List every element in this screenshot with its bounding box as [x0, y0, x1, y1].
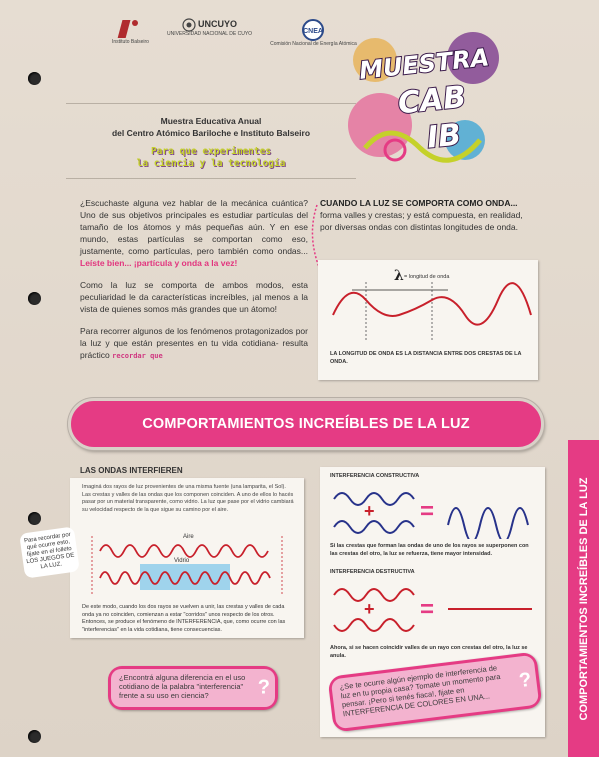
side-title: COMPORTAMIENTOS INCREÍBLES DE LA LUZ: [577, 476, 590, 721]
lambda-symbol: λ: [394, 268, 404, 284]
logo-subtitle: Instituto Balseiro: [112, 39, 149, 45]
interfere-text-2: De este modo, cuando los dos rayos se vuelven a unir, las crestas y valles de cada onda ya no coinciden, comienzan a estar "corridos" unos respecto de los otros. Entonces, se produce el fenómeno de INTERFERENCIA, que, como ocurre con las "interferencias" en la vida cotidiana, tiene consecuencias.: [82, 604, 286, 633]
logos-row: [112, 18, 357, 48]
aire-label: Aire: [183, 534, 194, 540]
wavelength-caption: LA LONGITUD DE ONDA ES LA DISTANCIA ENTRE DOS CRESTAS DE LA ONDA.: [330, 351, 522, 365]
interfere-text: Imaginá dos rayos de luz provenientes de una misma fuente (una lamparita, el Sol). Las crestas y valles de las ondas que los componen coinciden. A uno de ellos lo hacés pasar por un material transparente, como vidrio. La luz que pase por el vidrio cambiará su velocidad respecto de la que sigue su camino por el aire.: [82, 484, 294, 513]
binder-hole: [28, 72, 41, 85]
brand-line-1: MUESTRA: [357, 43, 491, 85]
banner-title: COMPORTAMIENTOS INCREÍBLES DE LA LUZ: [142, 416, 470, 432]
plus-sign: +: [364, 599, 375, 619]
intro-paragraph: [80, 325, 308, 362]
constructive-diagram: [320, 481, 545, 539]
section-banner: [68, 398, 544, 450]
wavelength-wave: [318, 260, 538, 350]
question-bubble-1: [108, 666, 278, 710]
balseiro-logo: [112, 18, 149, 46]
constructive-heading: INTERFERENCIA CONSTRUCTIVA: [330, 473, 420, 479]
question-text: ¿Encontrá alguna diferencia en el uso cotidiano de la palabra "interferencia" frente a su uso en ciencia?: [111, 669, 275, 707]
binder-hole: [28, 292, 41, 305]
logo-subtitle: Comisión Nacional de Energía Atómica: [270, 41, 357, 47]
muestra-brand-logo: [345, 30, 505, 170]
uncuyo-logo-icon: [182, 18, 196, 32]
interference-box: [70, 478, 304, 638]
interfere-heading: LAS ONDAS INTERFIEREN: [80, 466, 183, 475]
glass-waves-diagram: [70, 526, 304, 604]
edu-title: [66, 115, 356, 139]
edu-line: Muestra Educativa Anual: [160, 116, 262, 126]
tagline-line: la ciencia y la tecnología: [136, 158, 286, 169]
cnea-logo-icon: [301, 18, 325, 42]
brand-line-3: IB: [425, 117, 463, 156]
tagline: [66, 146, 356, 170]
side-title-bar: [568, 440, 599, 757]
equals-sign: =: [420, 498, 435, 525]
reminder-note: Para recordar por qué ocurre esto, fijate en el folleto LOS JUEGOS DE LA LUZ.: [19, 526, 80, 578]
destructive-diagram: [320, 579, 545, 637]
brand-line-2: CAB: [396, 79, 468, 122]
vidrio-label: Vidrio: [174, 558, 190, 564]
balseiro-logo-icon: [115, 18, 145, 40]
intro-p2: Como la luz se comporta de ambos modos, esta peculiaridad le da características increíbles, ¡al menos a la vista de quienes somos más grandes que un átomo!: [80, 280, 308, 314]
lambda-label: = longitud de onda: [404, 274, 450, 280]
intro-paragraph: [80, 197, 308, 269]
logo-title: UNCUYO: [198, 19, 238, 30]
logo-subtitle: UNIVERSIDAD NACIONAL DE CUYO: [166, 31, 253, 37]
tagline-line: Para que experimentes: [150, 146, 272, 157]
question-text: ¿Se te ocurre algún ejemplo de interferencia de luz en tu propia casa? Tomate un momento para pensar. ¡Pero si tenés fiaca!, fijate en INTERFERENCIA DE COLORES EN UNA...: [331, 655, 540, 729]
question-mark-icon: ?: [257, 676, 270, 699]
binder-hole: [28, 512, 41, 525]
binder-hole: [28, 730, 41, 743]
wave-heading: CUANDO LA LUZ SE COMPORTA COMO ONDA...: [320, 198, 518, 208]
intro-p1: ¿Escuchaste alguna vez hablar de la mecánica cuántica? Uno de sus objetivos principales es estudiar partículas del tamaño de los átomos y más pequeñas aún. Y en ese mundo, estas partículas se comportan como eso, justamente, como partículas, pero también como ondas...: [80, 198, 308, 256]
wavelength-diagram: [318, 260, 538, 380]
divider: [66, 103, 356, 104]
divider: [66, 178, 356, 179]
intro-highlight: Leíste bien... ¡partícula y onda a la vez!: [80, 258, 238, 268]
handwritten-note: recordar que: [112, 352, 163, 360]
cnea-logo: [270, 18, 357, 48]
uncuyo-logo: [167, 18, 252, 38]
intro-p3: Para recorrer algunos de los fenómenos protagonizados por la luz y que están presentes en tu vida cotidiana- resulta práctico: [80, 326, 308, 360]
edu-line: del Centro Atómico Bariloche e Instituto Balseiro: [111, 128, 311, 138]
intro-text: [80, 197, 308, 372]
destructive-heading: INTERFERENCIA DESTRUCTIVA: [330, 569, 415, 575]
plus-sign: +: [364, 501, 375, 521]
wave-intro: [320, 197, 534, 233]
constructive-text: Si las crestas que forman las ondas de uno de los rayos se superponen con las crestas del otro, la luz se refuerza, tiene mayor intensidad.: [330, 543, 529, 557]
equals-sign: =: [420, 596, 435, 623]
question-mark-icon: ?: [517, 668, 533, 693]
svg-text:CNEA: CNEA: [303, 28, 324, 35]
wave-text: forma valles y crestas; y está compuesta, en realidad, por diversas ondas con distintas longitudes de onda.: [320, 210, 523, 232]
destructive-text: Ahora, si se hacen coincidir valles de un rayo con crestas del otro, la luz se anula.: [330, 645, 528, 659]
